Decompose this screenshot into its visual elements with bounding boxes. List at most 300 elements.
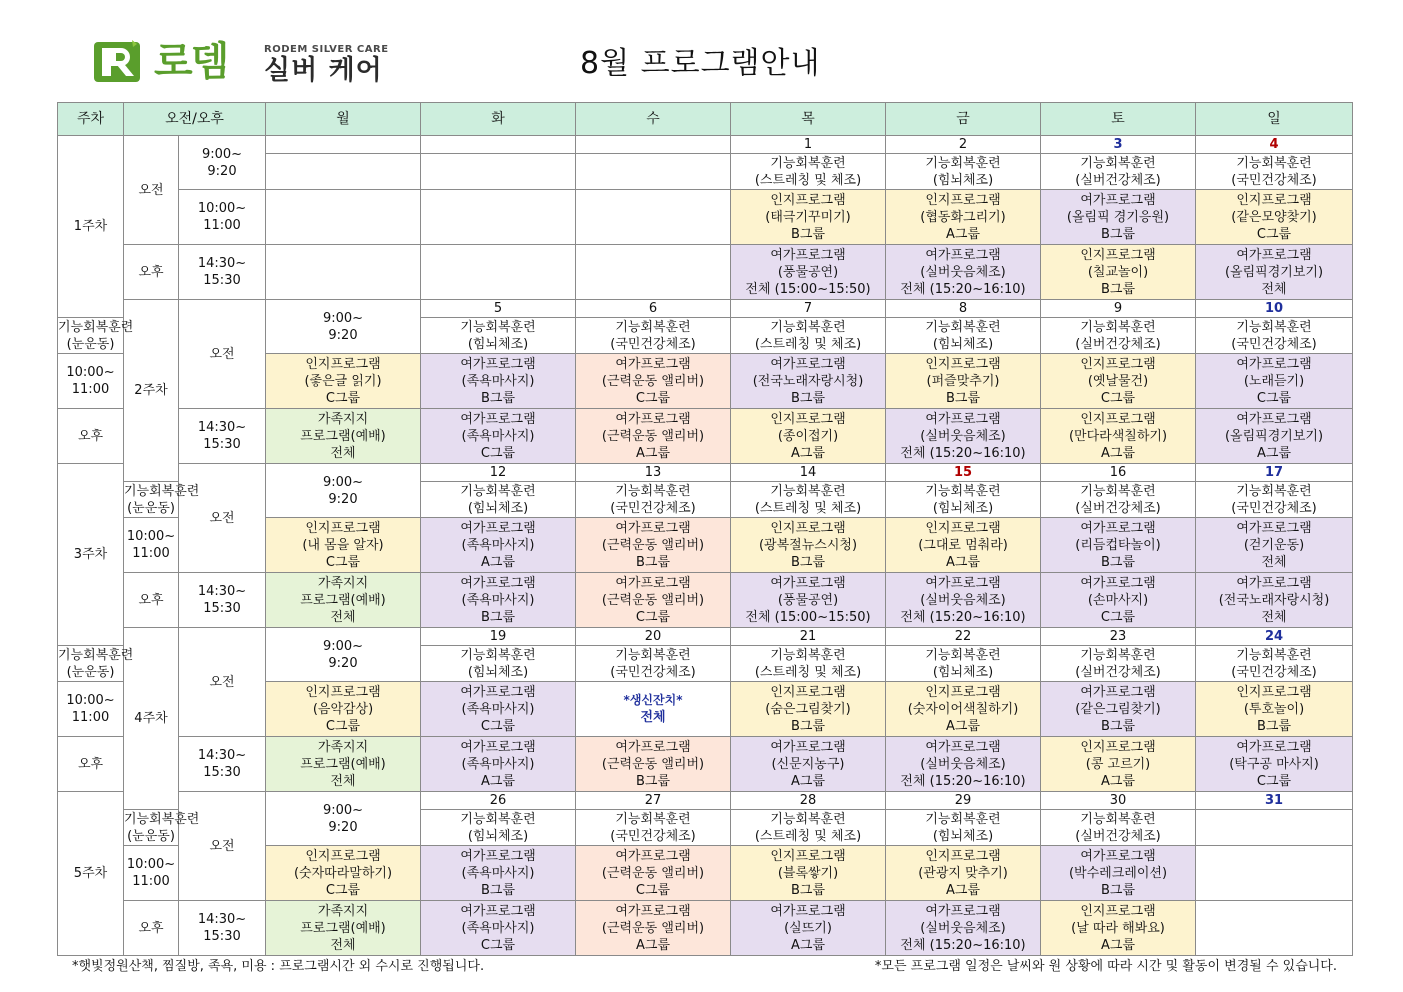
program-line: 가족지지 — [317, 411, 369, 427]
program-cell — [731, 409, 886, 464]
program-cell — [421, 518, 576, 573]
program-line: 프로그램(예배) — [300, 428, 386, 444]
header-row — [58, 103, 1353, 136]
program-line: A그룹 — [791, 773, 826, 789]
program-cell — [576, 482, 731, 518]
program-line: B그룹 — [945, 390, 981, 406]
time-slot — [179, 901, 266, 956]
date-cell: 5 — [421, 300, 576, 318]
program-cell — [1196, 409, 1353, 464]
time-text: 9:20 — [207, 163, 237, 179]
program-cell — [421, 846, 576, 901]
week-label: 1주차 — [58, 136, 124, 318]
program-line: 여가프로그램 — [925, 411, 1001, 427]
program-line: 여가프로그램 — [925, 903, 1001, 919]
time-slot — [124, 846, 179, 901]
program-cell — [1196, 646, 1353, 682]
program-line: 전체 — [1261, 281, 1287, 297]
program-cell — [1041, 409, 1196, 464]
date-cell: 16 — [1041, 464, 1196, 482]
program-line: 기능회복훈련 — [124, 811, 200, 827]
program-cell — [886, 318, 1041, 354]
program-cell — [1196, 190, 1353, 245]
program-line: 기능회복훈련 — [770, 483, 846, 499]
program-line: (풍물공연) — [777, 264, 839, 280]
header-tue: 화 — [421, 103, 576, 136]
program-line: B그룹 — [635, 773, 671, 789]
program-cell — [266, 190, 421, 245]
date-row — [58, 300, 1353, 318]
program-line: A그룹 — [946, 554, 981, 570]
program-line: 인지프로그램 — [1080, 411, 1156, 427]
program-cell — [886, 518, 1041, 573]
program-line: B그룹 — [480, 609, 516, 625]
program-cell — [58, 318, 134, 354]
program-line: C그룹 — [1100, 609, 1136, 625]
program-line: (옛날물건) — [1087, 373, 1149, 389]
program-line: C그룹 — [635, 882, 671, 898]
slot-row-afternoon — [58, 573, 1353, 628]
program-line: 여가프로그램 — [460, 575, 536, 591]
time-slot — [58, 354, 124, 409]
time-slot — [266, 792, 421, 846]
pm-label: 오후 — [124, 573, 179, 628]
program-line: (내 몸을 알자) — [302, 537, 384, 553]
program-cell — [1196, 846, 1353, 901]
date-cell: 14 — [731, 464, 886, 482]
program-line: (힘뇌체조) — [932, 172, 994, 188]
program-line: (음악감상) — [312, 701, 374, 717]
program-line: (날 따라 해봐요) — [1071, 920, 1165, 936]
program-line: (스트레칭 및 체조) — [754, 828, 862, 844]
program-line: 기능회복훈련 — [1080, 319, 1156, 335]
logo-korean-secondary: 실버 케어 — [264, 55, 383, 86]
program-line: 여가프로그램 — [615, 848, 691, 864]
footnotes — [72, 955, 1347, 975]
program-line: 여가프로그램 — [615, 575, 691, 591]
program-line: 기능회복훈련 — [925, 811, 1001, 827]
program-line: 인지프로그램 — [1080, 739, 1156, 755]
program-line: C그룹 — [1256, 390, 1292, 406]
pm-label: 오후 — [58, 409, 124, 464]
header-mon: 월 — [266, 103, 421, 136]
time-slot — [179, 190, 266, 245]
date-cell: 13 — [576, 464, 731, 482]
program-line: B그룹 — [790, 718, 826, 734]
program-line: (실버건강체조) — [1075, 500, 1161, 516]
am-label: 오전 — [179, 792, 266, 901]
schedule-body — [58, 136, 1353, 956]
program-line: 기능회복훈련 — [770, 811, 846, 827]
program-cell — [266, 682, 421, 737]
program-cell — [1196, 154, 1353, 190]
date-cell: 15 — [886, 464, 1041, 482]
program-cell — [266, 245, 421, 300]
time-text: 10:00~ — [126, 857, 176, 872]
program-line: (근력운동 앨리버) — [601, 373, 705, 389]
program-line: (박수레크레이션) — [1068, 865, 1168, 881]
date-cell: 26 — [421, 792, 576, 810]
program-line: C그룹 — [1100, 390, 1136, 406]
program-line: 전체 (15:00~15:50) — [745, 281, 871, 297]
program-cell — [886, 154, 1041, 190]
pm-label: 오후 — [124, 245, 179, 300]
program-line: 여가프로그램 — [1236, 411, 1312, 427]
program-line: 기능회복훈련 — [124, 483, 200, 499]
program-line: 기능회복훈련 — [460, 647, 536, 663]
program-line: 여가프로그램 — [1236, 356, 1312, 372]
program-line: 인지프로그램 — [305, 356, 381, 372]
program-line: C그룹 — [325, 554, 361, 570]
program-line: 기능회복훈련 — [770, 647, 846, 663]
program-line: (눈운동) — [127, 828, 175, 844]
program-line: 여가프로그램 — [1236, 520, 1312, 536]
program-line: 기능회복훈련 — [58, 319, 134, 335]
time-text: 14:30~ — [197, 748, 247, 763]
program-cell — [576, 409, 731, 464]
program-line: (스트레칭 및 체조) — [754, 336, 862, 352]
program-line: 기능회복훈련 — [925, 319, 1001, 335]
program-line: C그룹 — [1256, 773, 1292, 789]
program-cell — [1196, 737, 1353, 792]
time-text: 14:30~ — [197, 912, 247, 927]
program-line: (칠교놀이) — [1087, 264, 1149, 280]
program-line: (눈운동) — [66, 336, 115, 352]
program-cell — [266, 518, 421, 573]
program-line: 여가프로그램 — [770, 739, 846, 755]
program-line: (만다라색칠하기) — [1068, 428, 1168, 444]
program-line: 가족지지 — [317, 739, 369, 755]
time-slot — [58, 682, 124, 737]
program-line: 기능회복훈련 — [58, 647, 134, 663]
program-line: 프로그램(예배) — [300, 592, 386, 608]
program-line: 가족지지 — [317, 903, 369, 919]
date-cell: 30 — [1041, 792, 1196, 810]
program-cell — [421, 482, 576, 518]
program-line: 전체 (15:20~16:10) — [900, 445, 1026, 461]
program-line: (실버웃음체조) — [920, 592, 1006, 608]
program-cell — [1041, 245, 1196, 300]
time-text: 10:00~ — [66, 693, 115, 708]
program-line: 인지프로그램 — [925, 684, 1001, 700]
program-line: 여가프로그램 — [615, 356, 691, 372]
program-line: 여가프로그램 — [460, 356, 536, 372]
program-line: (실버웃음체조) — [920, 428, 1006, 444]
date-cell: 29 — [886, 792, 1041, 810]
program-cell — [576, 846, 731, 901]
program-line: A그룹 — [791, 445, 826, 461]
program-line: 인지프로그램 — [305, 684, 381, 700]
date-cell: 12 — [421, 464, 576, 482]
program-cell — [58, 646, 134, 682]
program-line: B그룹 — [790, 226, 826, 242]
date-cell: 31 — [1196, 792, 1353, 810]
program-cell — [266, 737, 421, 792]
program-cell — [1041, 846, 1196, 901]
program-line: 여가프로그램 — [460, 848, 536, 864]
program-cell — [124, 810, 200, 846]
program-line: C그룹 — [480, 445, 516, 461]
date-cell: 24 — [1196, 628, 1353, 646]
program-line: (근력운동 앨리버) — [601, 537, 705, 553]
time-text: 9:20 — [328, 491, 358, 507]
program-line: 여가프로그램 — [615, 903, 691, 919]
program-line: B그룹 — [1100, 882, 1136, 898]
program-cell — [1196, 482, 1353, 518]
program-line: 전체 (15:20~16:10) — [900, 773, 1026, 789]
program-line: 여가프로그램 — [460, 411, 536, 427]
program-cell — [266, 573, 421, 628]
time-text: 10:00~ — [197, 201, 247, 216]
time-slot — [179, 245, 266, 300]
time-text: 15:30 — [203, 437, 241, 452]
pm-label: 오후 — [124, 901, 179, 956]
date-cell: 3 — [1041, 136, 1196, 154]
program-line: B그룹 — [635, 554, 671, 570]
program-cell — [1041, 682, 1196, 737]
program-cell — [731, 646, 886, 682]
program-line: (그대로 멈춰라) — [918, 537, 1008, 553]
slot-row-afternoon — [58, 737, 1353, 792]
program-line: 전체 — [640, 710, 666, 725]
time-slot — [179, 573, 266, 628]
time-text: 15:30 — [203, 601, 241, 616]
program-line: (근력운동 앨리버) — [601, 428, 705, 444]
program-line: 기능회복훈련 — [615, 647, 691, 663]
program-line: B그룹 — [480, 390, 516, 406]
program-line: 인지프로그램 — [1080, 356, 1156, 372]
program-line: 기능회복훈련 — [460, 483, 536, 499]
program-line: 인지프로그램 — [770, 192, 846, 208]
date-cell: 27 — [576, 792, 731, 810]
program-cell — [576, 737, 731, 792]
program-line: C그룹 — [480, 937, 516, 953]
header-thu: 목 — [731, 103, 886, 136]
header-sat: 토 — [1041, 103, 1196, 136]
program-line: (신문지농구) — [771, 756, 845, 772]
program-line: 여가프로그램 — [1236, 739, 1312, 755]
program-line: A그룹 — [636, 937, 671, 953]
date-row — [58, 136, 1353, 154]
program-line: C그룹 — [480, 718, 516, 734]
program-line: 기능회복훈련 — [925, 483, 1001, 499]
date-cell: 1 — [731, 136, 886, 154]
program-line: 기능회복훈련 — [1080, 647, 1156, 663]
program-cell — [731, 810, 886, 846]
date-cell: 8 — [886, 300, 1041, 318]
program-line: (올림픽경기보기) — [1224, 264, 1324, 280]
program-line: (근력운동 앨리버) — [601, 756, 705, 772]
program-cell — [266, 409, 421, 464]
program-line: B그룹 — [790, 882, 826, 898]
program-cell — [1041, 482, 1196, 518]
program-line: 여가프로그램 — [460, 520, 536, 536]
program-line: A그룹 — [481, 773, 516, 789]
program-line: 기능회복훈련 — [1080, 483, 1156, 499]
logo — [92, 38, 422, 86]
program-cell — [266, 901, 421, 956]
am-label: 오전 — [179, 628, 266, 737]
program-line: 인지프로그램 — [925, 356, 1001, 372]
date-row — [58, 464, 1353, 482]
program-line: (노래듣기) — [1243, 373, 1305, 389]
program-cell — [1041, 646, 1196, 682]
program-line: (족욕마사지) — [461, 865, 535, 881]
program-cell — [1041, 901, 1196, 956]
header-fri: 금 — [886, 103, 1041, 136]
program-cell — [576, 154, 731, 190]
program-cell — [1041, 737, 1196, 792]
program-line: 여가프로그램 — [1080, 575, 1156, 591]
time-slot — [266, 464, 421, 518]
program-line: C그룹 — [635, 609, 671, 625]
program-line: 인지프로그램 — [925, 192, 1001, 208]
date-cell — [266, 136, 421, 154]
program-line: (걷기운동) — [1243, 537, 1305, 553]
program-line: 가족지지 — [317, 575, 369, 591]
program-line: 프로그램(예배) — [300, 920, 386, 936]
program-line: B그룹 — [790, 390, 826, 406]
program-line: B그룹 — [1100, 554, 1136, 570]
program-line: (국민건강체조) — [610, 664, 696, 680]
program-line: *생신잔치* — [623, 693, 683, 707]
program-cell — [1041, 354, 1196, 409]
program-line: (같은그림찾기) — [1075, 701, 1161, 717]
program-line: 기능회복훈련 — [615, 319, 691, 335]
program-line: 여가프로그램 — [1236, 575, 1312, 591]
program-line: 인지프로그램 — [770, 520, 846, 536]
footnote-left: *햇빛정원산책, 찜질방, 족욕, 미용 : 프로그램시간 외 수시로 진행됩니다. — [72, 959, 485, 974]
week-label: 5주차 — [58, 792, 124, 956]
time-text: 14:30~ — [197, 256, 247, 271]
program-line: (같은모양찾기) — [1231, 209, 1317, 225]
program-line: 인지프로그램 — [770, 684, 846, 700]
program-line: 전체 (15:20~16:10) — [900, 937, 1026, 953]
program-cell — [1196, 354, 1353, 409]
program-line: (올림픽경기보기) — [1224, 428, 1324, 444]
program-cell — [421, 682, 576, 737]
program-line: 프로그램(예배) — [300, 756, 386, 772]
program-cell — [731, 482, 886, 518]
program-line: (근력운동 앨리버) — [601, 920, 705, 936]
week-label: 4주차 — [124, 628, 179, 810]
program-line: 인지프로그램 — [305, 848, 381, 864]
program-line: 인지프로그램 — [1236, 192, 1312, 208]
program-line: 전체 (15:20~16:10) — [900, 281, 1026, 297]
program-line: (족욕마사지) — [461, 592, 535, 608]
program-cell — [1041, 318, 1196, 354]
program-line: (콩 고르기) — [1085, 756, 1151, 772]
program-line: (실버건강체조) — [1075, 336, 1161, 352]
program-line: (숨은그림찾기) — [765, 701, 851, 717]
program-cell — [1196, 518, 1353, 573]
program-line: 전체 — [1261, 609, 1287, 625]
program-line: 여가프로그램 — [615, 739, 691, 755]
program-cell — [1196, 682, 1353, 737]
program-cell — [576, 682, 731, 737]
slot-row-afternoon — [58, 409, 1353, 464]
program-line: (족욕마사지) — [461, 920, 535, 936]
program-line: (국민건강체조) — [610, 828, 696, 844]
program-line: 전체 (15:20~16:10) — [900, 609, 1026, 625]
program-cell — [886, 573, 1041, 628]
program-line: (탁구공 마사지) — [1229, 756, 1319, 772]
program-line: (좋은글 읽기) — [304, 373, 382, 389]
program-cell — [421, 810, 576, 846]
program-cell — [731, 318, 886, 354]
program-cell — [576, 901, 731, 956]
program-line: 인지프로그램 — [305, 520, 381, 536]
program-line: (블록쌓기) — [777, 865, 839, 881]
slot-row-afternoon — [58, 901, 1353, 956]
program-line: (국민건강체조) — [1231, 336, 1317, 352]
program-line: (풍물공연) — [777, 592, 839, 608]
program-line: A그룹 — [481, 554, 516, 570]
header-week: 주차 — [58, 103, 124, 136]
pm-label: 오후 — [58, 737, 124, 792]
program-cell — [421, 245, 576, 300]
am-label: 오전 — [179, 464, 266, 573]
program-cell — [421, 318, 576, 354]
program-line: 인지프로그램 — [770, 411, 846, 427]
program-line: 기능회복훈련 — [1236, 319, 1312, 335]
time-text: 10:00~ — [126, 529, 176, 544]
date-cell: 23 — [1041, 628, 1196, 646]
program-line: 인지프로그램 — [1080, 903, 1156, 919]
time-text: 9:00~ — [322, 310, 364, 326]
program-line: 전체 — [1261, 554, 1287, 570]
time-text: 15:30 — [203, 929, 241, 944]
time-text: 9:20 — [328, 819, 358, 835]
time-slot — [266, 628, 421, 682]
program-line: 인지프로그램 — [1080, 247, 1156, 263]
program-line: A그룹 — [1101, 937, 1136, 953]
time-text: 11:00 — [132, 546, 170, 561]
program-line: (실버웃음체조) — [920, 264, 1006, 280]
program-cell — [886, 810, 1041, 846]
program-line: 전체 (15:00~15:50) — [745, 609, 871, 625]
program-cell — [266, 846, 421, 901]
program-cell — [886, 901, 1041, 956]
program-cell — [886, 846, 1041, 901]
program-cell — [1196, 810, 1353, 846]
program-line: (숫자이어색칠하기) — [907, 701, 1019, 717]
time-text: 11:00 — [203, 218, 241, 233]
program-line: (퍼즐맞추기) — [926, 373, 1000, 389]
program-cell — [731, 573, 886, 628]
date-row — [58, 628, 1353, 646]
program-line: (실버건강체조) — [1075, 664, 1161, 680]
program-cell — [1196, 901, 1353, 956]
program-cell — [124, 482, 200, 518]
program-line: (스트레칭 및 체조) — [754, 500, 862, 516]
program-cell — [266, 154, 421, 190]
program-cell — [421, 901, 576, 956]
program-cell — [886, 190, 1041, 245]
date-cell: 21 — [731, 628, 886, 646]
time-text: 9:00~ — [322, 638, 364, 654]
program-line: (국민건강체조) — [610, 336, 696, 352]
program-cell — [266, 354, 421, 409]
program-cell — [1041, 810, 1196, 846]
program-line: 여가프로그램 — [1236, 247, 1312, 263]
program-cell — [731, 154, 886, 190]
program-line: (힘뇌체조) — [932, 664, 994, 680]
program-cell — [886, 646, 1041, 682]
am-label: 오전 — [179, 300, 266, 409]
date-cell: 28 — [731, 792, 886, 810]
date-cell: 9 — [1041, 300, 1196, 318]
